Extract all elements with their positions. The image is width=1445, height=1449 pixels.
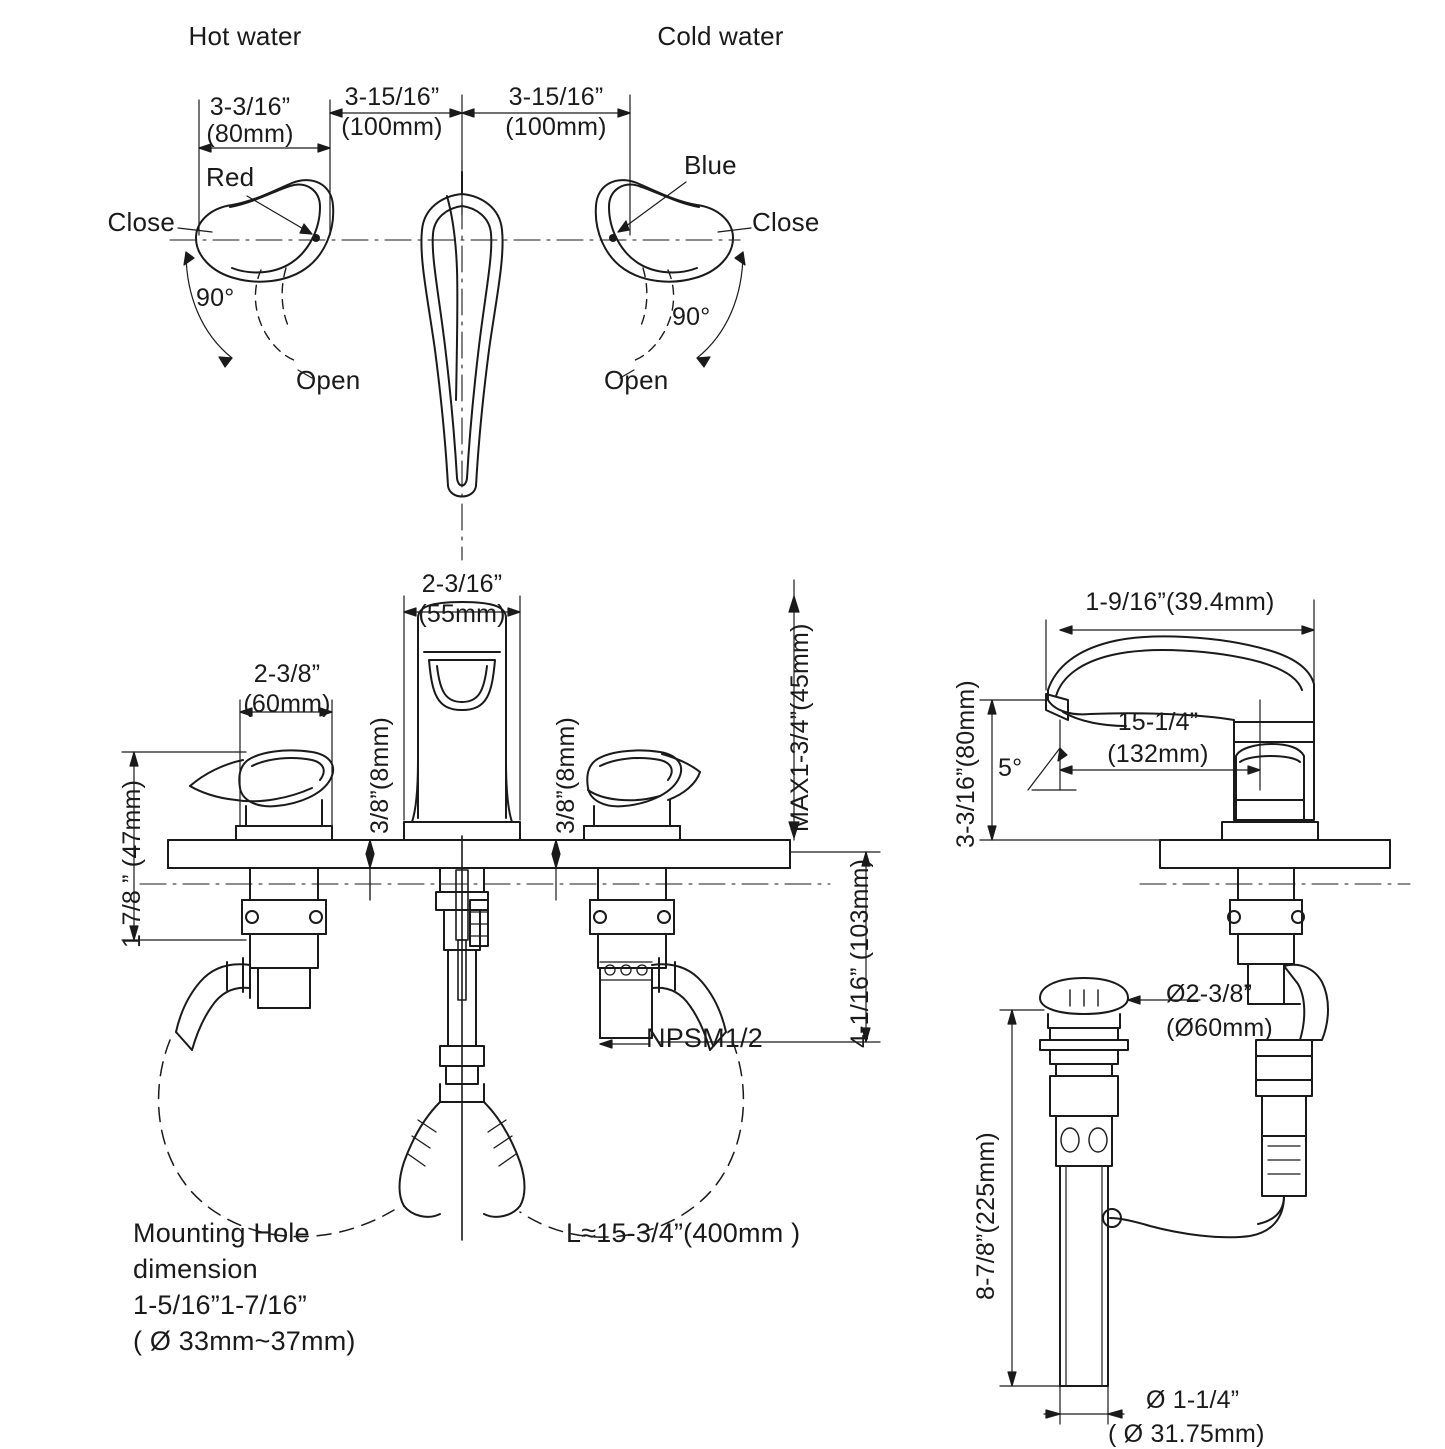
label-red: Red [206, 162, 255, 192]
label-blue: Blue [684, 150, 737, 180]
dim-drain-tail-in: Ø 1-1/4” [1146, 1386, 1240, 1414]
dim-spout-reach-mm: (132mm) [1107, 740, 1209, 768]
dim-drain-flange-mm: (Ø60mm) [1166, 1014, 1273, 1042]
dim-spacing-right-in: 3-15/16” [508, 83, 604, 111]
dim-below-deck-in: 4-1/16” (103mm) [846, 858, 874, 1048]
label-hose-length: L≈15-3/4”(400mm ) [566, 1218, 801, 1248]
dim-handle-to-center-in: 3-3/16” [209, 93, 291, 121]
dim-handle-base-mm: (60mm) [243, 690, 331, 718]
label-angle-right: 90° [672, 303, 711, 331]
label-open-left: Open [296, 365, 361, 395]
dim-drain-tail-mm: ( Ø 31.75mm) [1108, 1420, 1265, 1448]
label-close-left: Close [107, 207, 175, 237]
label-spout-angle: 5° [998, 754, 1023, 782]
dim-handle-base-in: 2-3/8” [253, 660, 321, 688]
dim-spacing-right-mm: (100mm) [505, 113, 607, 141]
dim-spout-width-in: 2-3/16” [421, 570, 503, 598]
label-mounting-hole-line3: 1-5/16”1-7/16” [133, 1290, 307, 1320]
dim-spacing-left-in: 3-15/16” [344, 83, 440, 111]
label-mounting-hole-line4: ( Ø 33mm~37mm) [133, 1326, 356, 1356]
dim-spout-tip: 1-9/16”(39.4mm) [1085, 588, 1275, 616]
dim-deck-thickness-right: 3/8”(8mm) [552, 716, 580, 834]
label-cold-water: Cold water [657, 21, 784, 51]
dim-handle-to-center-mm: (80mm) [206, 120, 294, 148]
label-close-right: Close [752, 207, 820, 237]
dim-spacing-left-mm: (100mm) [341, 113, 443, 141]
dim-spout-reach-in: 15-1/4” [1117, 708, 1199, 736]
label-mounting-hole-line1: Mounting Hole [133, 1218, 310, 1248]
label-mounting-hole-line2: dimension [133, 1254, 258, 1284]
label-angle-left: 90° [196, 284, 235, 312]
dim-spout-width-mm: (55mm) [418, 600, 506, 628]
dim-handle-height: 1-7/8 ” (47mm) [118, 779, 146, 948]
dim-spout-height: 3-3/16”(80mm) [952, 680, 980, 848]
dim-drain-length: 8-7/8”(225mm) [972, 1132, 1000, 1300]
dim-drain-flange-in: Ø2-3/8” [1166, 980, 1253, 1008]
label-open-right: Open [604, 365, 669, 395]
label-npsm: NPSM1/2 [646, 1023, 763, 1053]
label-hot-water: Hot water [188, 21, 302, 51]
dim-max-deck-thickness: MAX1-3/4”(45mm) [786, 623, 814, 832]
dim-deck-thickness-left: 3/8”(8mm) [366, 716, 394, 834]
